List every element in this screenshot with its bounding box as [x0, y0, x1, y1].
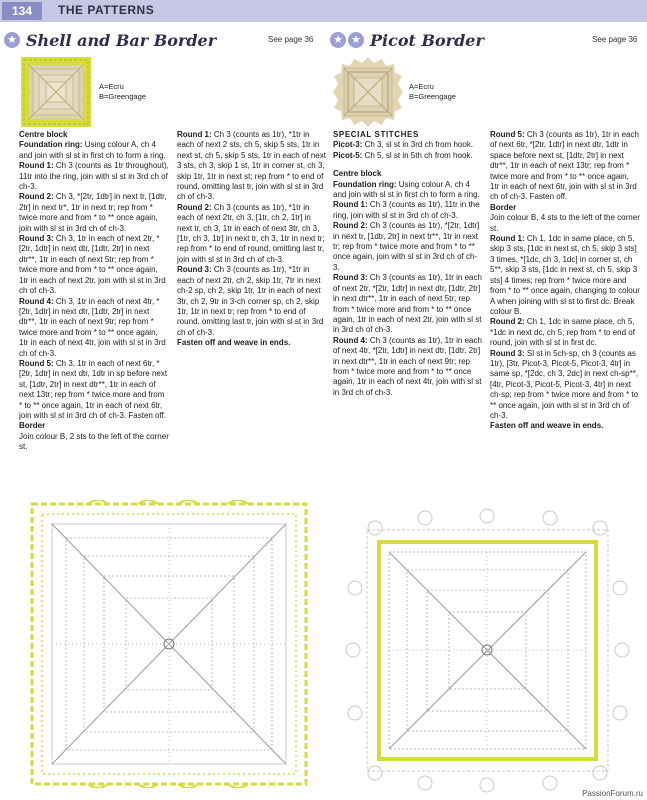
right-instructions-column-2	[490, 130, 640, 432]
instruction-paragraph	[19, 161, 169, 192]
instruction-text: Ch 3 (counts as 1tr), 1tr in each of next 6tr, *[2tr, 1dtr] in next dtr, 1dtr in space before next st, [1dtr, 2tr] in next dtr**, 1tr in each of next 13tr; rep from * twice more and from * to ** once again, 1tr in each of next 6tr, join with sl st in 3rd ch of ch-3. Fasten off.	[490, 130, 639, 202]
instruction-heading: Round 2:	[333, 221, 368, 231]
instruction-paragraph	[19, 297, 169, 359]
instruction-text: Ch 1, 1dc in same place, ch 5, skip 3 sts, [1dc in next st, ch 5, skip 3 sts] 3 times, *[1dc, ch 3, 1dc] in corner st, ch 5**, skip 3 sts, [1dc in next st, ch 5, skip 3 sts] 4 times; rep from * twice more and from * to ** once again, changing to colour A when joining with sl st to first dc. Break colour B.	[490, 234, 640, 316]
instruction-heading: Round 3:	[490, 348, 525, 358]
right-pattern-title	[330, 30, 484, 50]
instruction-paragraph	[177, 203, 327, 265]
paragraph-gap	[333, 161, 483, 169]
instruction-paragraph	[490, 421, 640, 431]
instruction-text: Ch 1, 1dc in same place, ch 5, *1dc in next dc, ch 5; rep from * to end of round, join with sl st in first dc.	[490, 317, 635, 348]
instruction-heading: Round 1:	[19, 161, 54, 171]
instruction-paragraph	[333, 130, 483, 140]
right-yarn-key	[409, 82, 456, 102]
left-instructions-column-2	[177, 130, 327, 349]
instruction-heading: Picot-5:	[333, 150, 363, 160]
instruction-heading: Round 4:	[19, 296, 54, 306]
instruction-paragraph	[333, 221, 483, 273]
instruction-paragraph	[490, 349, 640, 422]
instruction-heading: Round 5:	[490, 130, 525, 139]
instruction-text: Ch 3 (counts as 1tr), 11tr in the ring, join with sl st in 3rd ch of ch-3.	[333, 200, 480, 220]
instruction-text: Sl st in 5ch-sp, ch 3 (counts as 1tr), [3tr, Picot-3, Picot-5, Picot-3, 4tr] in same sp, *[2dc, ch 3, 2dc] in next ch-sp**, [4tr, Picot-3, Picot-5, Picot-3, 4tr] in next ch-sp; rep from * twice more and from * to ** once again, join with sl st in 3rd ch of ch-3.	[490, 348, 639, 420]
instruction-heading: Round 3:	[19, 234, 54, 244]
instruction-text: Join colour B, 4 sts to the left of the corner st.	[490, 213, 640, 233]
instruction-text: Ch 3, 1tr in each of next 4tr, *[2tr, 1dtr] in next dtr, [1dtr, 2tr] in next dtr**, 1tr in each of next 9tr; rep from * twice more and from * to ** once again, 1tr in each of next 4tr, join with sl st in 3rd ch of ch-3.	[19, 296, 166, 358]
instruction-paragraph	[333, 151, 483, 161]
instruction-paragraph	[19, 432, 169, 453]
instruction-paragraph	[333, 169, 483, 179]
shell-bar-stitch-diagram	[28, 500, 310, 788]
instruction-text: Ch 3, 1tr in each of next 6tr, *[2tr, 1dtr] in next dtr, 1dtr in sp before next st, [1dtr, 2tr] in next dtr**, 1tr in each of next 13tr; rep from * twice more and from * to ** once again, 1tr in each of next 6tr, join with sl st in 3rd ch of ch-3. Fasten off.	[19, 358, 168, 420]
left-yarn-key	[99, 82, 146, 102]
star-icon: ★	[4, 32, 20, 48]
instruction-paragraph	[490, 203, 640, 213]
instruction-heading: Border	[19, 421, 46, 431]
instruction-paragraph	[177, 338, 327, 348]
instruction-text: Ch 3 (counts as 1tr throughout), 11tr into the ring, join with sl st in 3rd ch of ch-3.	[19, 161, 169, 192]
instruction-paragraph	[177, 130, 327, 203]
instruction-paragraph	[490, 130, 640, 203]
instruction-paragraph	[490, 317, 640, 348]
shell-bar-swatch-photo	[20, 56, 92, 128]
right-see-page: See page 36	[592, 35, 638, 44]
instruction-heading: Round 1:	[490, 234, 525, 244]
yarn-key-b: B=Greengage	[99, 92, 146, 101]
instruction-heading: Fasten off and weave in ends.	[490, 421, 604, 431]
instruction-paragraph	[177, 265, 327, 338]
instruction-paragraph	[19, 192, 169, 234]
page-number: 134	[2, 2, 42, 20]
instruction-heading: Picot-3:	[333, 140, 363, 150]
instruction-heading: Round 4:	[333, 335, 368, 345]
instruction-text: Join colour B, 2 sts to the left of the corner st.	[19, 431, 169, 452]
instruction-heading: Round 3:	[333, 273, 368, 283]
instruction-heading: Round 5:	[19, 358, 54, 368]
instruction-text: Ch 3 (counts as 1tr), *1tr in each of next 2tr, ch 3, [1tr, ch 2, 1tr] in next tr, ch 3, 1tr in each of next 3tr, ch 3, [1tr, ch 3, 1tr] in next tr, ch 3, 1tr in next tr; rep from * to end of round, omitting last tr, join with sl st in 3rd ch of ch-3.	[177, 202, 325, 264]
instruction-heading: Round 2:	[19, 192, 54, 202]
instruction-heading: Centre block	[19, 130, 68, 139]
instruction-text: Ch 3, sl st in 3rd ch from hook.	[362, 140, 474, 150]
left-see-page: See page 36	[268, 35, 314, 44]
instruction-text: Ch 3, 1tr in each of next 2tr, *[2tr, 1dtr] in next dtr, [1dtr, 2tr] in next dtr**, 1tr in each of next 5tr; rep from * twice more and from * to ** once again, 1tr in each of next 2tr, join with sl st in 3rd ch of ch-3.	[19, 234, 166, 296]
instruction-paragraph	[19, 130, 169, 140]
instruction-heading: Centre block	[333, 169, 382, 179]
instruction-text: Ch 3 (counts as 1tr), 1tr in each of next 4tr, *[2tr, 1dtr] in next dtr, [1dtr, 2tr] in next dtr**, 1tr in each of next 9tr; rep from * twice more and from * to ** once again, 1tr in each of next 4tr, join with sl st in 3rd ch of ch-3.	[333, 335, 482, 397]
instruction-heading: SPECIAL STITCHES	[333, 130, 419, 139]
instruction-paragraph	[333, 273, 483, 335]
instruction-paragraph	[490, 234, 640, 317]
picot-swatch-photo	[332, 56, 404, 128]
instruction-heading: Round 3:	[177, 265, 212, 275]
instruction-heading: Round 2:	[490, 317, 525, 327]
instruction-text: Using colour A, ch 4 and join with sl st in first ch to form a ring.	[333, 179, 480, 200]
instruction-paragraph	[19, 359, 169, 421]
section-title: THE PATTERNS	[58, 3, 155, 17]
page-header	[0, 0, 647, 22]
star-icon: ★	[330, 32, 346, 48]
right-title-text: Picot Border	[370, 30, 484, 50]
left-title-text: Shell and Bar Border	[26, 30, 217, 50]
instruction-text: Ch 3, *[2tr, 1dtr] in next tr, [1dtr, 2tr] in next tr*, 1tr in next tr; rep from * twice more and from * to ** once again, join with sl st in 3rd ch of ch-3.	[19, 192, 167, 233]
instruction-text: Ch 5, sl st in 5th ch from hook.	[362, 150, 473, 160]
yarn-key-a: A=Ecru	[409, 82, 434, 91]
instruction-heading: Fasten off and weave in ends.	[177, 338, 291, 348]
instruction-paragraph	[333, 200, 483, 221]
instruction-paragraph	[333, 336, 483, 398]
right-instructions-column-1	[333, 130, 483, 398]
instruction-paragraph	[333, 180, 483, 201]
instruction-paragraph	[333, 140, 483, 150]
instruction-paragraph	[19, 140, 169, 161]
yarn-key-b: B=Greengage	[409, 92, 456, 101]
instruction-text: Ch 3 (counts as 1tr), *[2tr, 1dtr] in next tr, [1dtr, 2tr] in next tr**, 1tr in next tr; rep from * twice more and from * to ** once again, join with sl st in 3rd ch of ch-3.	[333, 221, 480, 272]
instruction-heading: Round 1:	[333, 200, 368, 210]
instruction-text: Ch 3 (counts as 1tr), 1tr in each of next 2tr, *[2tr, 1dtr] in next dtr, [1dtr, 2tr] in next dtr**, 1tr in each of next 5tr; rep from * twice more and from * to ** once again, 1tr in each of next 2tr, join with sl st in 3rd ch of ch-3.	[333, 273, 482, 335]
rating-stars	[330, 32, 364, 48]
star-icon: ★	[348, 32, 364, 48]
left-pattern-title	[4, 30, 216, 50]
instruction-text: Using colour A, ch 4 and join with sl st in first ch to form a ring.	[19, 140, 166, 160]
rating-stars	[4, 32, 20, 48]
instruction-heading: Round 2:	[177, 202, 212, 212]
instruction-paragraph	[19, 421, 169, 431]
instruction-heading: Foundation ring:	[19, 140, 83, 150]
instruction-text: Ch 3 (counts as 1tr), *1tr in each of next 2tr, ch 2, skip 1tr, 7tr in next ch-2 sp, ch 2, skip 1tr, 1tr in each of next 3tr, ch 2, 9tr in 3-ch corner sp, ch 2, skip 1tr, 1tr in next tr; rep from * to end of round, omitting last tr, join with sl st in 3rd ch of ch-3.	[177, 265, 324, 337]
instruction-paragraph	[490, 213, 640, 234]
instruction-text: Ch 3 (counts as 1tr), *1tr in each of next 2 sts, ch 5, skip 5 sts, 1tr in next st, ch 5, skip 5 sts, 1tr in each of next 3 sts, ch 3, skip 1 st, 1tr in corner st, ch 3, skip 1tr, 1tr in next st; rep from * to end of round, omitting last tr, join with sl st in 3rd ch of ch-3.	[177, 130, 326, 202]
picot-stitch-diagram	[345, 508, 630, 793]
yarn-key-a: A=Ecru	[99, 82, 124, 91]
watermark-text: PassionForum.ru	[582, 789, 643, 798]
instruction-paragraph	[19, 234, 169, 296]
instruction-heading: Foundation ring:	[333, 179, 397, 189]
instruction-heading: Round 1:	[177, 130, 212, 139]
instruction-heading: Border	[490, 202, 517, 212]
left-instructions-column-1	[19, 130, 169, 453]
